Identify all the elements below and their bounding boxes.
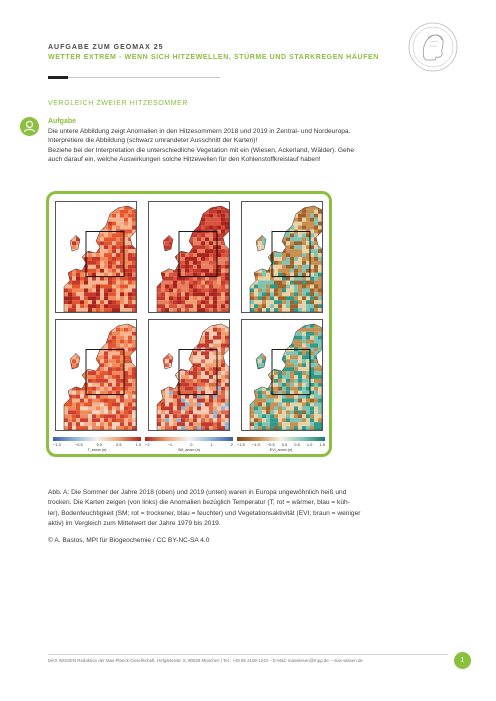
colorbar-gradient (145, 437, 233, 441)
tick-label: −0.5 (74, 442, 83, 447)
tick-label: −0.5 (266, 442, 275, 447)
caption-line: aktiv) im Vergleich zum Mittelwert der Jahre 1979 bis 2019. (48, 520, 221, 528)
tick-label: 0.0 (96, 442, 103, 447)
figure-caption (48, 488, 428, 530)
caption-line: trocken. Die Karten zeigen (von links) die Anomalien bezüglich Temperatur (T; rot = wärmer, blau = küh- (48, 499, 350, 507)
tick-label: −1.0 (53, 442, 61, 447)
map-temperature-2019 (55, 319, 137, 431)
footer-divider (48, 654, 448, 655)
colorbar-gradient (237, 437, 325, 441)
tick-label: −1.5 (237, 442, 245, 447)
colorbar-ticks (145, 442, 233, 447)
task-text (48, 127, 428, 165)
tick-label: 1.0 (135, 442, 141, 447)
header-subtitle: WETTER EXTREM - WENN SICH HITZEWELLEN, STÜRME UND STARKREGEN HÄUFEN (48, 54, 379, 61)
tick-label: 0 (190, 442, 193, 447)
header-kicker: AUFGABE ZUM GEOMAX 25 (48, 44, 164, 51)
header-rule (68, 77, 220, 78)
map-soil-moisture-2019 (148, 319, 230, 431)
tick-label: −1.0 (251, 442, 260, 447)
map-vegetation-2018 (241, 201, 323, 313)
tick-label: 1.0 (306, 442, 313, 447)
colorbar-ticks (53, 442, 141, 447)
caption-line: Abb. A: Die Sommer der Jahre 2018 (oben) und 2019 (unten) waren in Europa ungewöhnlich heiß und (48, 489, 347, 496)
tick-label: −2 (145, 442, 150, 447)
anomaly-map-figure (46, 191, 332, 457)
task-line: Die untere Abbildung zeigt Anomalien in den Hitzesommern 2018 und 2019 in Zentral- und Nordeuropa. (48, 128, 351, 135)
colorbar-ticks (237, 442, 325, 447)
page-number: 1 (454, 652, 471, 669)
colorbar-temperature (53, 437, 141, 452)
task-line: Beziehe bei der Interpretation die unterschiedliche Vegetation mit ein (Wiesen, Ackerland, Wälder). Gehe (48, 146, 355, 154)
task-line: auch darauf ein, welche Auswirkungen solche Hitzewellen für den Kohlenstoffkreislauf haben! (48, 156, 321, 164)
tick-label: 0.5 (294, 442, 300, 447)
image-credit: © A. Bastos, MPI für Biogeochemie / CC BY-NC-SA 4.0 (48, 537, 210, 544)
colorbar-label: SM_anom (σ) (178, 448, 200, 452)
colorbar-gradient (53, 437, 141, 441)
section-title: VERGLEICH ZWEIER HITZESOMMER (48, 100, 189, 107)
colorbar-label: T_anom (σ) (87, 448, 107, 452)
map-temperature-2018 (55, 201, 137, 313)
tick-label: 0.0 (281, 442, 288, 447)
map-soil-moisture-2018 (148, 201, 230, 313)
tick-label: 0.5 (116, 442, 122, 447)
header-rule-accent (48, 76, 68, 79)
footer-text: MAX WISSEN Redaktion der Max-Planck-Gesellschaft, Hofgartenstr. 8, 80539 München | Tel.: +49 89 2108-1242 – E-Mail: maxwissen@mpg.de – max-wissen.de (48, 658, 363, 663)
task-heading: Aufgabe (48, 118, 76, 125)
map-vegetation-2019 (241, 319, 323, 431)
colorbar-vegetation (237, 437, 325, 452)
task-line: Interpretiere die Abbildung (schwarz umrandeter Ausschnitt der Karten)! (48, 137, 258, 145)
tick-label: −1 (167, 442, 173, 447)
colorbar-soil-moisture (145, 437, 233, 452)
tick-label: 1.5 (319, 442, 325, 447)
max-planck-seal-icon (408, 22, 458, 72)
tick-label: 2 (230, 442, 233, 447)
caption-line: ler), Bodenfeuchtigkeit (SM; rot = trockener, blau = feuchter) und Vegetationsaktivität (EVI; braun = weniger (48, 509, 361, 517)
user-icon (20, 117, 39, 136)
colorbar-label: EVI_anom (σ) (269, 448, 293, 452)
tick-label: 1 (210, 442, 213, 447)
